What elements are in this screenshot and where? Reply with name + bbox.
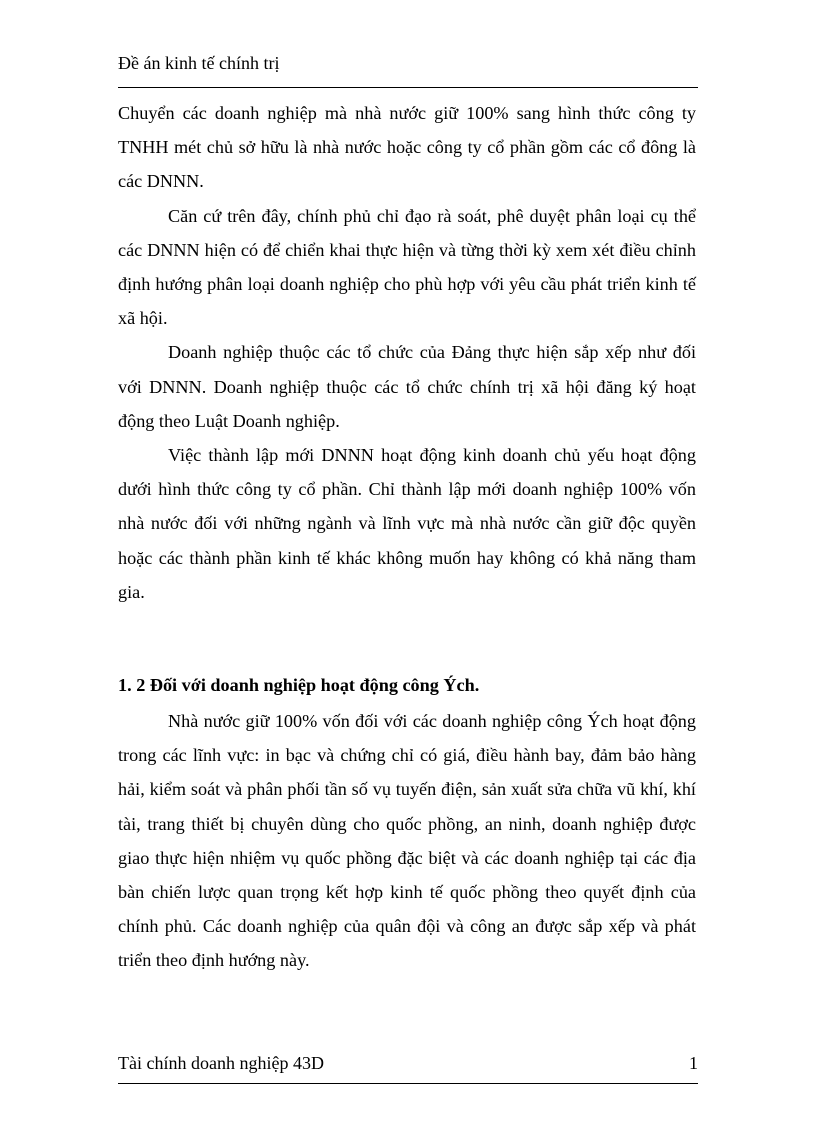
header-title: Đề án kinh tế chính trị bbox=[118, 53, 280, 73]
section-heading: 1. 2 Đối với doanh nghiệp hoạt động công Ých. bbox=[118, 675, 480, 695]
paragraph: Nhà nước giữ 100% vốn đối với các doanh nghiệp công Ých hoạt động trong các lĩnh vực: in bạc và chứng chỉ có giá, điều hành bay, đảm bảo hàng hải, kiểm soát và phân phối tần số vụ tuyến điện, sản xuất sửa chữa vũ khí, khí tài, trang thiết bị chuyên dùng cho quốc phồng, an ninh, doanh nghiệp được giao thực hiện nhiệm vụ quốc phồng đặc biệt và các doanh nghiệp tại các địa bàn chiến lược quan trọng kết hợp kinh tế quốc phồng theo quyết định của chính phủ. Các doanh nghiệp của quân đội và công an được sắp xếp và phát triển theo định hướng này. bbox=[118, 711, 696, 971]
paragraph: Chuyển các doanh nghiệp mà nhà nước giữ 100% sang hình thức công ty TNHH mét chủ sở hữu là nhà nước hoặc công ty cổ phần gồm các cổ đông là các DNNN. bbox=[118, 103, 696, 192]
footer-text: Tài chính doanh nghiệp 43D bbox=[118, 1053, 324, 1073]
paragraph: Doanh nghiệp thuộc các tổ chức của Đảng thực hiện sắp xếp như đối với DNNN. Doanh nghiệp thuộc các tổ chức chính trị xã hội đăng ký hoạt động theo Luật Doanh nghiệp. bbox=[118, 342, 696, 431]
page-footer bbox=[118, 1050, 698, 1076]
page-header bbox=[118, 50, 698, 76]
paragraph: Căn cứ trên đây, chính phủ chỉ đạo rà soát, phê duyệt phân loại cụ thể các DNNN hiện có để chiển khai thực hiện và từng thời kỳ xem xét điều chỉnh định hướng phân loại doanh nghiệp cho phù hợp với yêu cầu phát triển kinh tế xã hội. bbox=[118, 205, 696, 329]
page-number: 1 bbox=[689, 1053, 698, 1073]
header-divider bbox=[118, 87, 698, 88]
footer-divider bbox=[118, 1083, 698, 1084]
section-1-body bbox=[118, 96, 696, 609]
section-2-body bbox=[118, 704, 696, 978]
paragraph: Việc thành lập mới DNNN hoạt động kinh doanh chủ yếu hoạt động dưới hình thức công ty cổ phần. Chỉ thành lập mới doanh nghiệp 100% vốn nhà nước đối với những ngành và lĩnh vực mà nhà nước cần giữ độc quyền hoặc các thành phần kinh tế khác không muốn hay không có khả năng tham gia. bbox=[118, 445, 696, 602]
